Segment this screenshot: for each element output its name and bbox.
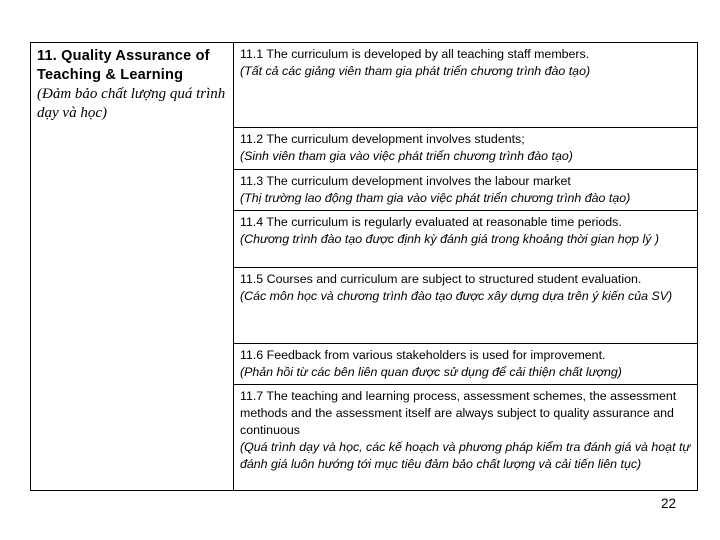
- criterion-text: 11.7 The teaching and learning process, assessment schemes, the assessment methods and the assessment itself are always subject to quality assurance and continuous: [240, 389, 677, 437]
- criterion-text: 11.1 The curriculum is developed by all teaching staff members.: [240, 47, 590, 61]
- criterion-cell: [234, 211, 698, 268]
- criterion-cell: [234, 170, 698, 211]
- criterion-text: 11.2 The curriculum development involves students;: [240, 132, 525, 146]
- criterion-cell: [234, 344, 698, 385]
- criterion-text: 11.4 The curriculum is regularly evaluated at reasonable time periods.: [240, 215, 622, 229]
- criterion-translation: (Phản hồi từ các bên liên quan được sử dụng để cải thiện chất lượng): [240, 365, 622, 379]
- criterion-text: 11.3 The curriculum development involves the labour market: [240, 174, 571, 188]
- criterion-translation: (Các môn học và chương trình đào tạo được xây dựng dựa trên ý kiến của SV): [240, 289, 673, 303]
- criterion-cell: [234, 268, 698, 344]
- criterion-translation: (Chương trình đào tạo được định kỳ đánh giá trong khoảng thời gian hợp lý ): [240, 232, 660, 246]
- criterion-cell: [234, 128, 698, 170]
- category-title-vietnamese: (Đảm bảo chất lượng quá trình dạy và học): [37, 86, 226, 121]
- criterion-text: 11.6 Feedback from various stakeholders is used for improvement.: [240, 348, 606, 362]
- criterion-text: 11.5 Courses and curriculum are subject to structured student evaluation.: [240, 272, 642, 286]
- criteria-table: [30, 42, 698, 491]
- page-number: 22: [661, 496, 677, 511]
- category-cell: [31, 43, 234, 491]
- criterion-cell: [234, 43, 698, 128]
- criterion-cell: [234, 385, 698, 491]
- category-title: 11. Quality Assurance of Teaching & Learning: [37, 48, 210, 83]
- criterion-translation: (Sinh viên tham gia vào việc phát triển chương trình đào tạo): [240, 149, 573, 163]
- criterion-translation: (Quá trình dạy và học, các kế hoạch và phương pháp kiểm tra đánh giá và hoạt tự đánh giá luôn hướng tới mục tiêu đảm bảo chất lượng và cải tiến liên tục): [240, 440, 691, 471]
- criterion-translation: (Thị trường lao động tham gia vào việc phát triển chương trình đào tạo): [240, 191, 631, 205]
- criterion-translation: (Tất cả các giảng viên tham gia phát triển chương trình đào tạo): [240, 64, 591, 78]
- table-row: [31, 43, 698, 128]
